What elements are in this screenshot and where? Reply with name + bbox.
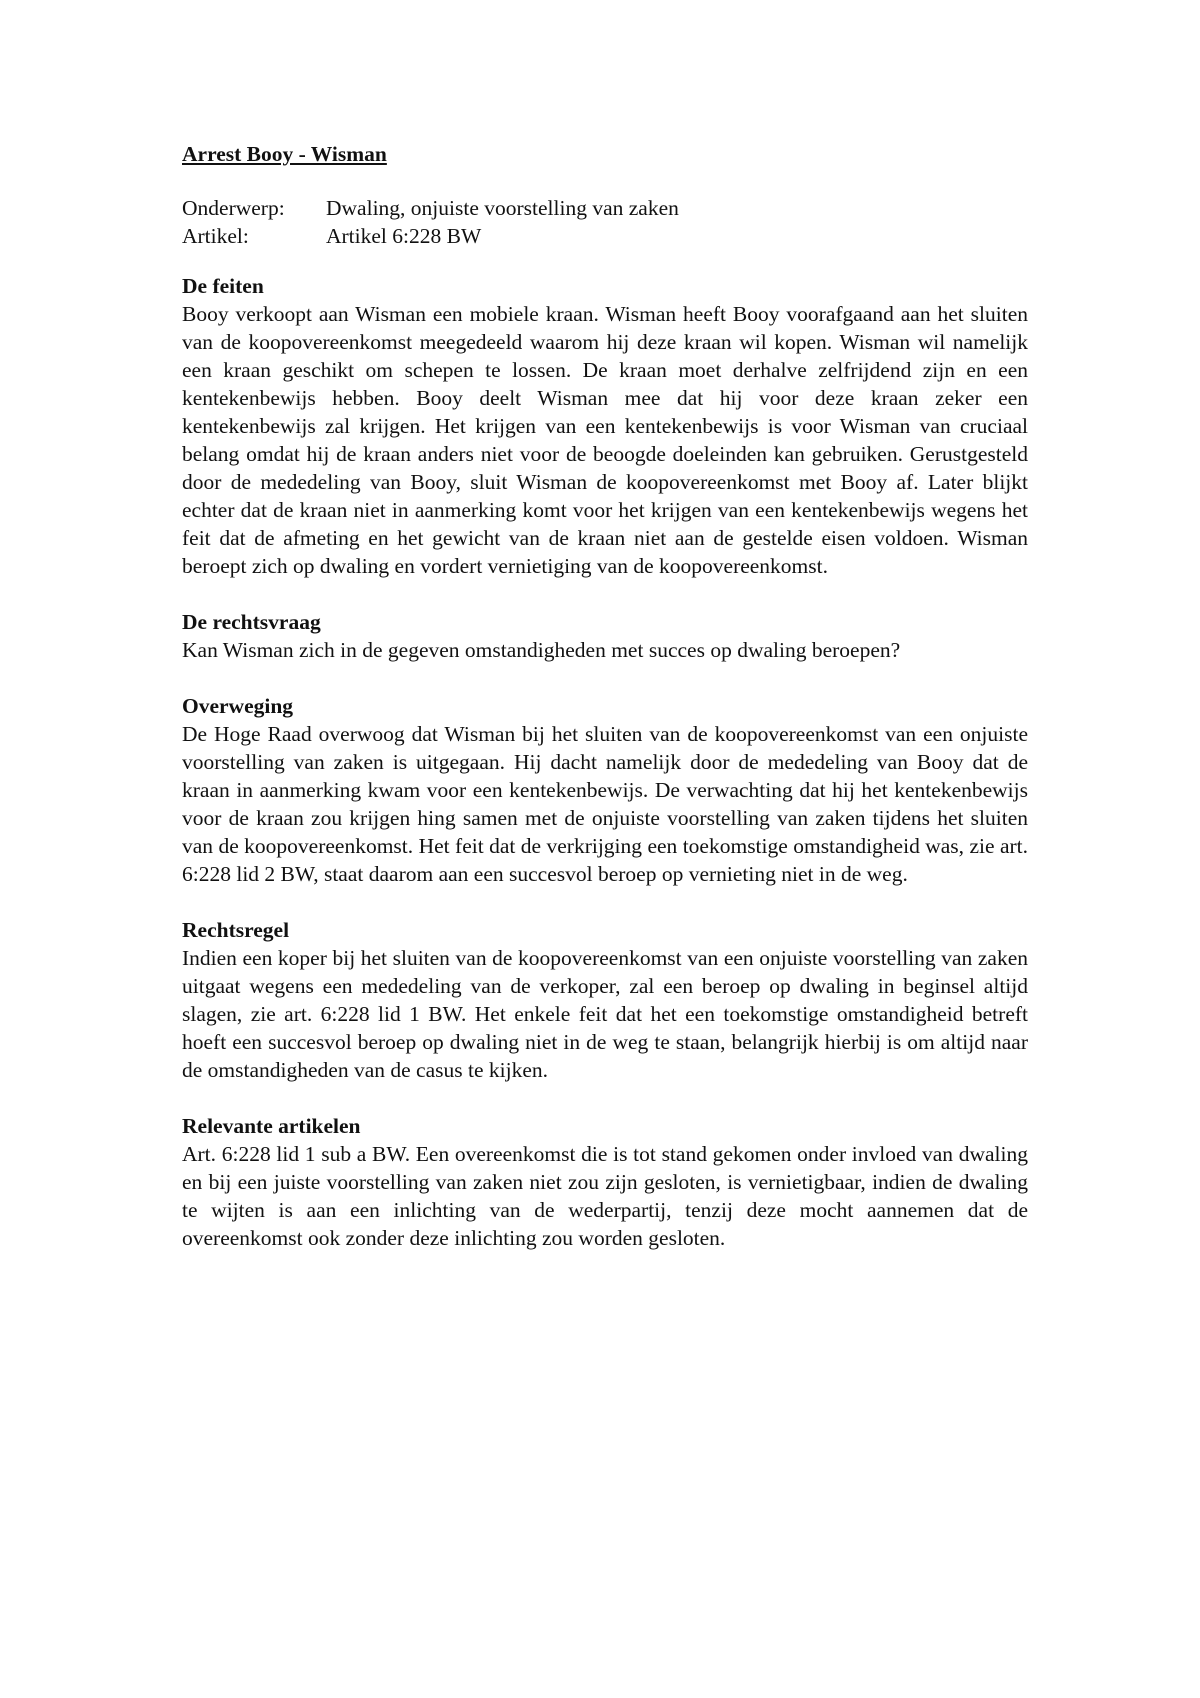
meta-label-subject: Onderwerp: xyxy=(182,196,285,220)
section-text-legal-question: Kan Wisman zich in de gegeven omstandigheden met succes op dwaling beroepen? xyxy=(182,638,901,662)
section-text-facts: Booy verkoopt aan Wisman een mobiele kraan. Wisman heeft Booy voorafgaand aan het sluiten van de koopovereenkomst meegedeeld waarom hij deze kraan wil kopen. Wisman wil namelijk een kraan geschikt om schepen te lossen. De kraan moet derhalve zelfrijdend zijn en een kentekenbewijs hebben. Booy deelt Wisman mee dat hij voor deze kraan zeker een kentekenbewijs zal krijgen. Het krijgen van een kentekenbewijs is voor Wisman van cruciaal belang omdat hij de kraan anders niet voor de beoogde doeleinden kan gebruiken. Gerustgesteld door de mededeling van Booy, sluit Wisman de koopovereenkomst met Booy af. Later blijkt echter dat de kraan niet in aanmerking komt voor het krijgen van een kentekenbewijs wegens het feit dat de afmeting en het gewicht van de kraan niet aan de gestelde eisen voldoen. Wisman beroept zich op dwaling en vordert vernietiging van de koopovereenkomst. xyxy=(182,302,1028,578)
section-heading-facts: De feiten xyxy=(182,274,264,298)
metadata-block xyxy=(182,194,1028,250)
document-page xyxy=(182,140,1028,1280)
meta-label-article: Artikel: xyxy=(182,224,249,248)
section-text-legal-rule: Indien een koper bij het sluiten van de koopovereenkomst van een onjuiste voorstelling van zaken uitgaat wegens een mededeling van de verkoper, zal een beroep op dwaling in beginsel altijd slagen, zie art. 6:228 lid 1 BW. Het enkele feit dat het een toekomstige omstandigheid betreft hoeft een succesvol beroep op dwaling niet in de weg te staan, belangrijk hierbij is om altijd naar de omstandigheden van de casus te kijken. xyxy=(182,946,1028,1082)
meta-value-subject: Dwaling, onjuiste voorstelling van zaken xyxy=(326,196,679,220)
section-heading-legal-question: De rechtsvraag xyxy=(182,610,321,634)
section-heading-relevant-articles: Relevante artikelen xyxy=(182,1114,361,1138)
section-text-relevant-articles: Art. 6:228 lid 1 sub a BW. Een overeenkomst die is tot stand gekomen onder invloed van dwaling en bij een juiste voorstelling van zaken niet zou zijn gesloten, is vernietigbaar, indien de dwaling te wijten is aan een inlichting van de wederpartij, tenzij deze mocht aannemen dat de overeenkomst ook zonder deze inlichting zou worden gesloten. xyxy=(182,1142,1028,1250)
section-legal-question xyxy=(182,608,1028,664)
section-legal-rule xyxy=(182,916,1028,1084)
section-consideration xyxy=(182,692,1028,888)
section-heading-consideration: Overweging xyxy=(182,694,294,718)
section-text-consideration: De Hoge Raad overwoog dat Wisman bij het sluiten van de koopovereenkomst van een onjuiste voorstelling van zaken is uitgegaan. Hij dacht namelijk door de mededeling van Booy dat de kraan in aanmerking kwam voor een kentekenbewijs. De verwachting dat hij het kentekenbewijs voor de kraan zou krijgen hing samen met de onjuiste voorstelling van zaken tijdens het sluiten van de koopovereenkomst. Het feit dat de verkrijging een toekomstige omstandigheid was, zie art. 6:228 lid 2 BW, staat daarom aan een succesvol beroep op vernieting niet in de weg. xyxy=(182,722,1028,886)
meta-row-subject xyxy=(182,194,1028,222)
section-relevant-articles xyxy=(182,1112,1028,1252)
meta-row-article xyxy=(182,222,1028,250)
section-heading-legal-rule: Rechtsregel xyxy=(182,918,290,942)
document-title: Arrest Booy - Wisman xyxy=(182,142,387,166)
section-facts xyxy=(182,272,1028,580)
meta-value-article: Artikel 6:228 BW xyxy=(326,224,482,248)
